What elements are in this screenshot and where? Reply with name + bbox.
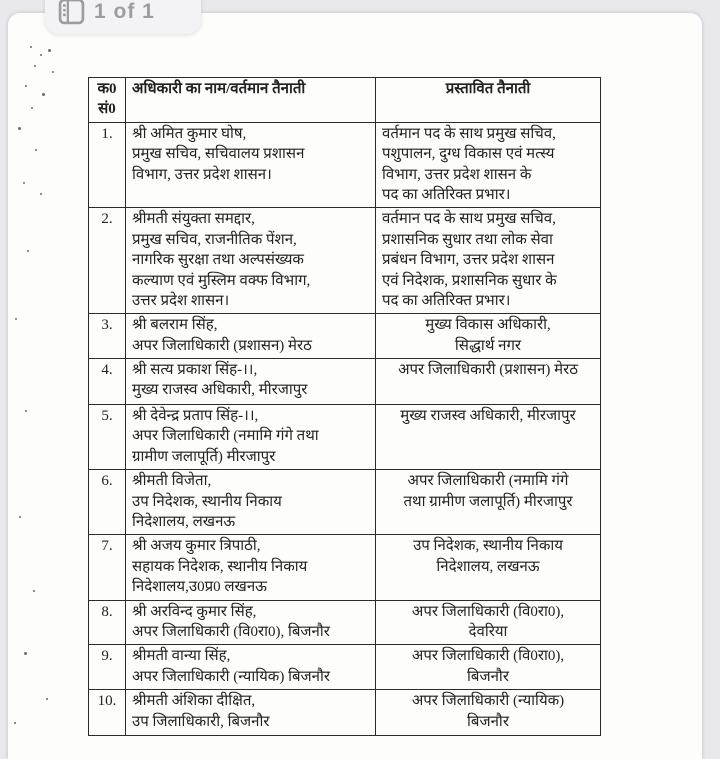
table-row bbox=[89, 600, 601, 645]
serial-cell: 8. bbox=[89, 600, 126, 645]
serial-cell: 7. bbox=[89, 535, 126, 600]
serial-cell: 10. bbox=[89, 690, 126, 736]
officer-cell: श्री अजय कुमार त्रिपाठी, सहायक निदेशक, स्थानीय निकाय निदेशालय,उ0प्र0 लखनऊ bbox=[126, 535, 376, 600]
table-row bbox=[89, 690, 601, 736]
officer-cell: श्रीमती अंशिका दीक्षित, उप जिलाधिकारी, बिजनौर bbox=[126, 690, 376, 736]
proposed-cell: अपर जिलाधिकारी (नमामि गंगे तथा ग्रामीण जलापूर्ति) मीरजापुर bbox=[376, 470, 601, 535]
proposed-cell: अपर जिलाधिकारी (न्यायिक) बिजनौर bbox=[376, 690, 601, 736]
proposed-cell: मुख्य विकास अधिकारी, सिद्धार्थ नगर bbox=[376, 314, 601, 359]
table-row bbox=[89, 122, 601, 208]
officer-cell: श्री सत्य प्रकाश सिंह-।।, मुख्य राजस्व अधिकारी, मीरजापुर bbox=[126, 359, 376, 405]
serial-cell: 3. bbox=[89, 314, 126, 359]
header-officer: अधिकारी का नाम/वर्तमान तैनाती bbox=[126, 78, 376, 123]
proposed-cell: अपर जिलाधिकारी (प्रशासन) मेरठ bbox=[376, 359, 601, 405]
serial-cell: 5. bbox=[89, 405, 126, 470]
page-indicator-label: 1 of 1 bbox=[94, 0, 155, 23]
page-indicator-badge bbox=[45, 0, 201, 34]
pages-icon bbox=[58, 0, 85, 25]
table-row bbox=[89, 405, 601, 470]
table-header-row bbox=[89, 78, 601, 123]
officer-cell: श्री बलराम सिंह, अपर जिलाधिकारी (प्रशासन) मेरठ bbox=[126, 314, 376, 359]
officer-cell: श्री अरविन्द कुमार सिंह, अपर जिलाधिकारी (वि0रा0), बिजनौर bbox=[126, 600, 376, 645]
document-page bbox=[8, 13, 702, 759]
officer-cell: श्रीमती विजेता, उप निदेशक, स्थानीय निकाय निदेशालय, लखनऊ bbox=[126, 470, 376, 535]
officer-cell: श्री अमित कुमार घोष, प्रमुख सचिव, सचिवालय प्रशासन विभाग, उत्तर प्रदेश शासन। bbox=[126, 122, 376, 208]
proposed-cell: मुख्य राजस्व अधिकारी, मीरजापुर bbox=[376, 405, 601, 470]
officer-cell: श्री देवेन्द्र प्रताप सिंह-।।, अपर जिलाधिकारी (नमामि गंगे तथा ग्रामीण जलापूर्ति) मीरजापुर bbox=[126, 405, 376, 470]
header-proposed: प्रस्तावित तैनाती bbox=[376, 78, 601, 123]
table-row bbox=[89, 470, 601, 535]
table-row bbox=[89, 645, 601, 690]
table-row bbox=[89, 535, 601, 600]
transfer-table bbox=[88, 77, 601, 736]
proposed-cell: वर्तमान पद के साथ प्रमुख सचिव, पशुपालन, दुग्ध विकास एवं मत्स्य विभाग, उत्तर प्रदेश शासन के पद का अतिरिक्त प्रभार। bbox=[376, 122, 601, 208]
proposed-cell: अपर जिलाधिकारी (वि0रा0), बिजनौर bbox=[376, 645, 601, 690]
serial-cell: 1. bbox=[89, 122, 126, 208]
proposed-cell: वर्तमान पद के साथ प्रमुख सचिव, प्रशासनिक सुधार तथा लोक सेवा प्रबंधन विभाग, उत्तर प्रदेश शासन एवं निदेशक, प्रशासनिक सुधार के पद का अतिरिक्त प्रभार। bbox=[376, 208, 601, 314]
table-row bbox=[89, 208, 601, 314]
officer-cell: श्रीमती संयुक्ता समद्दार, प्रमुख सचिव, राजनीतिक पेंशन, नागरिक सुरक्षा तथा अल्पसंख्यक कल्याण एवं मुस्लिम वक्फ विभाग, उत्तर प्रदेश शासन। bbox=[126, 208, 376, 314]
serial-cell: 6. bbox=[89, 470, 126, 535]
proposed-cell: अपर जिलाधिकारी (वि0रा0), देवरिया bbox=[376, 600, 601, 645]
header-serial: क0 सं0 bbox=[89, 78, 126, 123]
table-row bbox=[89, 314, 601, 359]
serial-cell: 4. bbox=[89, 359, 126, 405]
serial-cell: 9. bbox=[89, 645, 126, 690]
proposed-cell: उप निदेशक, स्थानीय निकाय निदेशालय, लखनऊ bbox=[376, 535, 601, 600]
officer-cell: श्रीमती वान्या सिंह, अपर जिलाधिकारी (न्यायिक) बिजनौर bbox=[126, 645, 376, 690]
serial-cell: 2. bbox=[89, 208, 126, 314]
table-row bbox=[89, 359, 601, 405]
